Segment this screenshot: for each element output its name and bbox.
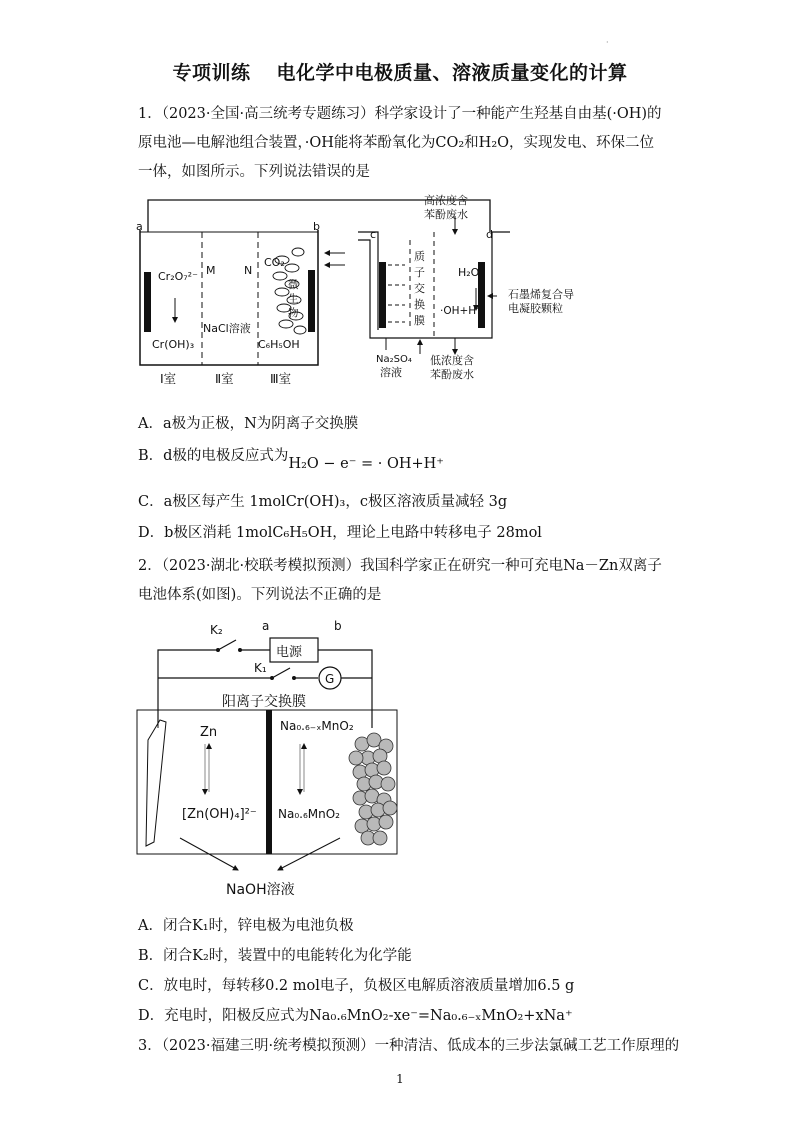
fig1-low-conc-2: 苯酚废水: [430, 368, 474, 381]
corner-mark: ·: [606, 38, 609, 47]
fig2-galvanometer: G: [325, 672, 335, 686]
fig1-room1: Ⅰ室: [160, 371, 177, 386]
q1-stem: 1．（2023·全国·高三统考专题练习）科学家设计了一种能产生羟基自由基(·OH)的原电池—电解池组合装置，·OH能将苯酚氧化为CO₂和H₂O，实现发电、环保二位一体，如图所示。下列说法错误的是: [138, 106, 662, 180]
fig2-power: 电源: [276, 645, 303, 660]
vtext-microbe-char: 物: [288, 307, 299, 319]
fig1-proton-membrane: [414, 249, 425, 327]
q3-stem: 3．（2023·福建三明·统考模拟预测）一种清洁、低成本的三步法氯碱工艺工作原理的: [138, 1038, 680, 1054]
fig2-k2: K₂: [210, 623, 223, 637]
q1-option-b-equation: H₂O − e⁻ = · OH+H⁺: [288, 456, 444, 472]
q1-figure: [0, 190, 800, 390]
fig2-label-b: b: [334, 619, 342, 633]
fig1-high-conc-2: 苯酚废水: [424, 208, 468, 221]
fig1-water: H₂O: [458, 266, 480, 279]
mno2-particle: [377, 761, 391, 775]
q2-option-b: B．闭合K₂时，装置中的电能转化为化学能: [138, 948, 412, 964]
mno2-particles: [349, 733, 397, 845]
fig1-label-d: d: [486, 228, 493, 241]
fig2-naoh: NaOH溶液: [226, 882, 295, 898]
mno2-particle: [373, 831, 387, 845]
q1-option-d: D．b极区消耗 1molC₆H₅OH，理论上电路中转移电子 28mol: [138, 525, 542, 541]
vtext-proton-char: 膜: [414, 314, 425, 327]
mno2-particle: [381, 777, 395, 791]
q2-option-d: D．充电时，阳极反应式为Na₀.₆MnO₂-xe⁻=Na₀.₆₋ₓMnO₂+xNa⁺: [138, 1008, 573, 1024]
fig1-label-b: b: [313, 220, 320, 233]
q1-option-b-text: B．d极的电极反应式为: [138, 448, 289, 464]
fig1-co2: CO₂: [264, 256, 285, 269]
page-number: 1: [396, 1072, 404, 1086]
mno2-particle: [349, 751, 363, 765]
fig2-zincate: [Zn(OH)₄]²⁻: [182, 807, 257, 822]
title-part2: 电化学中电极质量、溶液质量变化的计算: [276, 62, 628, 84]
q1-option-a: A．a极为正极，N为阴离子交换膜: [138, 416, 359, 432]
q1-option-b: [138, 446, 444, 472]
fig1-label-m: M: [206, 264, 216, 277]
fig1-microbe: [288, 278, 299, 319]
vtext-microbe-char: 生: [288, 293, 299, 305]
fig2-zn: Zn: [200, 725, 218, 740]
fig1-phenol: C₆H₅OH: [258, 338, 300, 351]
vtext-proton-char: 交: [414, 282, 425, 295]
fig1-na2so4-1: Na₂SO₄: [376, 354, 412, 365]
fig1-label-c: c: [370, 228, 377, 241]
fig1-na2so4-2: 溶液: [380, 366, 402, 379]
mno2-particle: [383, 801, 397, 815]
vtext-proton-char: 质: [414, 250, 425, 263]
fig2-label-a: a: [262, 619, 270, 633]
fig1-oh-h: ·OH+H⁺: [440, 305, 482, 317]
q2-option-a: A．闭合K₁时，锌电极为电池负极: [138, 918, 354, 934]
fig1-cr2o7: Cr₂O₇²⁻: [158, 270, 198, 283]
q2-option-c: C．放电时，每转移0.2 mol电子，负极区电解质溶液质量增加6.5 g: [138, 978, 575, 994]
fig2-na-mno2: Na₀.₆MnO₂: [278, 807, 340, 821]
q1-option-c: C．a极区每产生 1molCr(OH)₃，c极区溶液质量减轻 3g: [138, 494, 508, 510]
fig2-k1: K₁: [254, 661, 267, 675]
fig1-label-a: a: [136, 220, 143, 233]
fig1-room2: Ⅱ室: [215, 371, 234, 386]
q2-stem: 2．（2023·湖北·校联考模拟预测）我国科学家正在研究一种可充电Na－Zn双离子电池体系(如图)。下列说法不正确的是: [138, 558, 662, 603]
q2-figure: [0, 612, 800, 902]
fig1-croh3: Cr(OH)₃: [152, 338, 195, 351]
fig1-nacl: NaCl溶液: [203, 322, 251, 335]
fig2-membrane: 阳离子交换膜: [222, 694, 306, 710]
vtext-proton-char: 子: [414, 266, 425, 279]
mno2-particle: [379, 815, 393, 829]
fig1-graphene-2: 电凝胶颗粒: [508, 302, 563, 315]
title-part1: 专项训练: [172, 62, 251, 84]
page-title: [0, 58, 800, 85]
vtext-proton-char: 换: [414, 298, 425, 311]
fig1-high-conc-1: 高浓度含: [424, 194, 468, 207]
fig2-na-mno2-x: Na₀.₆₋ₓMnO₂: [280, 719, 354, 733]
vtext-microbe-char: 微: [288, 279, 299, 291]
fig1-graphene-1: 石墨烯复合导: [508, 288, 574, 301]
fig1-low-conc-1: 低浓度含: [430, 354, 474, 367]
fig1-label-n: N: [244, 264, 253, 277]
fig1-room3: Ⅲ室: [270, 371, 292, 386]
